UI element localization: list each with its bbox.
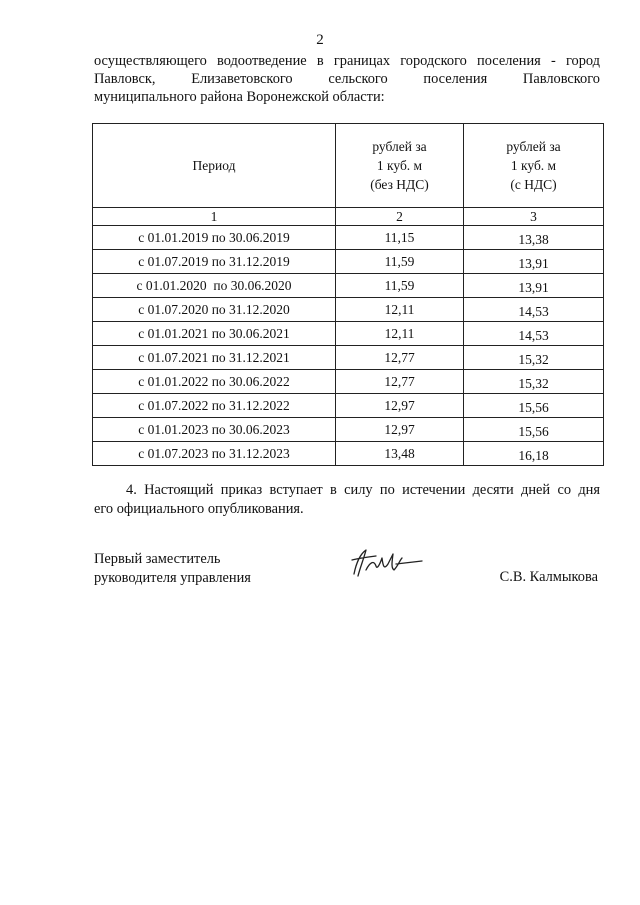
header-price-with-vat bbox=[464, 124, 604, 208]
signatory-title bbox=[94, 550, 251, 588]
cell-period: с 01.07.2019 по 31.12.2019 bbox=[93, 250, 336, 274]
table-row bbox=[93, 226, 604, 250]
cell-with-vat: 16,18 bbox=[464, 442, 604, 466]
cell-with-vat: 15,56 bbox=[464, 418, 604, 442]
table-header-row bbox=[93, 124, 604, 208]
intro-paragraph bbox=[94, 52, 600, 106]
signatory-name: С.В. Калмыкова bbox=[499, 569, 598, 585]
column-number: 1 bbox=[93, 208, 336, 226]
intro-line-2: Павловск, Елизаветовского сельского поселения Павловского bbox=[94, 71, 600, 87]
cell-without-vat: 11,15 bbox=[336, 226, 464, 250]
cell-without-vat: 12,11 bbox=[336, 298, 464, 322]
cell-period: с 01.01.2019 по 30.06.2019 bbox=[93, 226, 336, 250]
cell-without-vat: 12,11 bbox=[336, 322, 464, 346]
table-row bbox=[93, 274, 604, 298]
signatory-title-line-1: Первый заместитель bbox=[94, 551, 221, 567]
cell-with-vat: 15,32 bbox=[464, 370, 604, 394]
header-col2-line: рублей за bbox=[372, 139, 427, 154]
table-row bbox=[93, 346, 604, 370]
intro-line-3: муниципального района Воронежской области: bbox=[94, 89, 385, 105]
cell-without-vat: 13,48 bbox=[336, 442, 464, 466]
cell-period: с 01.07.2021 по 31.12.2021 bbox=[93, 346, 336, 370]
table-row bbox=[93, 298, 604, 322]
cell-period: с 01.01.2020 по 30.06.2020 bbox=[93, 274, 336, 298]
table-row bbox=[93, 250, 604, 274]
clause-line-1: 4. Настоящий приказ вступает в силу по истечении десяти дней со дня bbox=[126, 482, 600, 498]
cell-with-vat: 14,53 bbox=[464, 298, 604, 322]
table-row bbox=[93, 322, 604, 346]
cell-without-vat: 12,77 bbox=[336, 370, 464, 394]
table-row bbox=[93, 442, 604, 466]
cell-period: с 01.01.2022 по 30.06.2022 bbox=[93, 370, 336, 394]
cell-with-vat: 15,32 bbox=[464, 346, 604, 370]
header-col2-line: 1 куб. м bbox=[376, 158, 423, 173]
column-number-row bbox=[93, 208, 604, 226]
cell-period: с 01.07.2023 по 31.12.2023 bbox=[93, 442, 336, 466]
cell-without-vat: 12,97 bbox=[336, 418, 464, 442]
header-col3-line: (с НДС) bbox=[510, 177, 557, 192]
header-col2-line: (без НДС) bbox=[370, 177, 429, 192]
clause-paragraph bbox=[94, 481, 600, 519]
cell-without-vat: 11,59 bbox=[336, 274, 464, 298]
header-price-without-vat bbox=[336, 124, 464, 208]
cell-with-vat: 15,56 bbox=[464, 394, 604, 418]
cell-with-vat: 14,53 bbox=[464, 322, 604, 346]
page-number: 2 bbox=[316, 32, 324, 48]
table-row bbox=[93, 370, 604, 394]
cell-with-vat: 13,91 bbox=[464, 274, 604, 298]
handwritten-signature bbox=[346, 546, 426, 580]
cell-without-vat: 12,97 bbox=[336, 394, 464, 418]
cell-with-vat: 13,91 bbox=[464, 250, 604, 274]
cell-period: с 01.01.2021 по 30.06.2021 bbox=[93, 322, 336, 346]
cell-period: с 01.07.2020 по 31.12.2020 bbox=[93, 298, 336, 322]
table-row bbox=[93, 418, 604, 442]
header-period: Период bbox=[93, 124, 336, 208]
table-row bbox=[93, 394, 604, 418]
column-number: 3 bbox=[464, 208, 604, 226]
clause-line-2: его официального опубликования. bbox=[94, 501, 304, 517]
cell-without-vat: 12,77 bbox=[336, 346, 464, 370]
header-col3-line: рублей за bbox=[506, 139, 561, 154]
signatory-title-line-2: руководителя управления bbox=[94, 570, 251, 586]
intro-line-1: осуществляющего водоотведение в границах городского поселения - город bbox=[94, 53, 600, 69]
cell-period: с 01.01.2023 по 30.06.2023 bbox=[93, 418, 336, 442]
cell-period: с 01.07.2022 по 31.12.2022 bbox=[93, 394, 336, 418]
cell-without-vat: 11,59 bbox=[336, 250, 464, 274]
column-number: 2 bbox=[336, 208, 464, 226]
cell-with-vat: 13,38 bbox=[464, 226, 604, 250]
tariff-table bbox=[92, 123, 604, 466]
header-col3-line: 1 куб. м bbox=[510, 158, 557, 173]
